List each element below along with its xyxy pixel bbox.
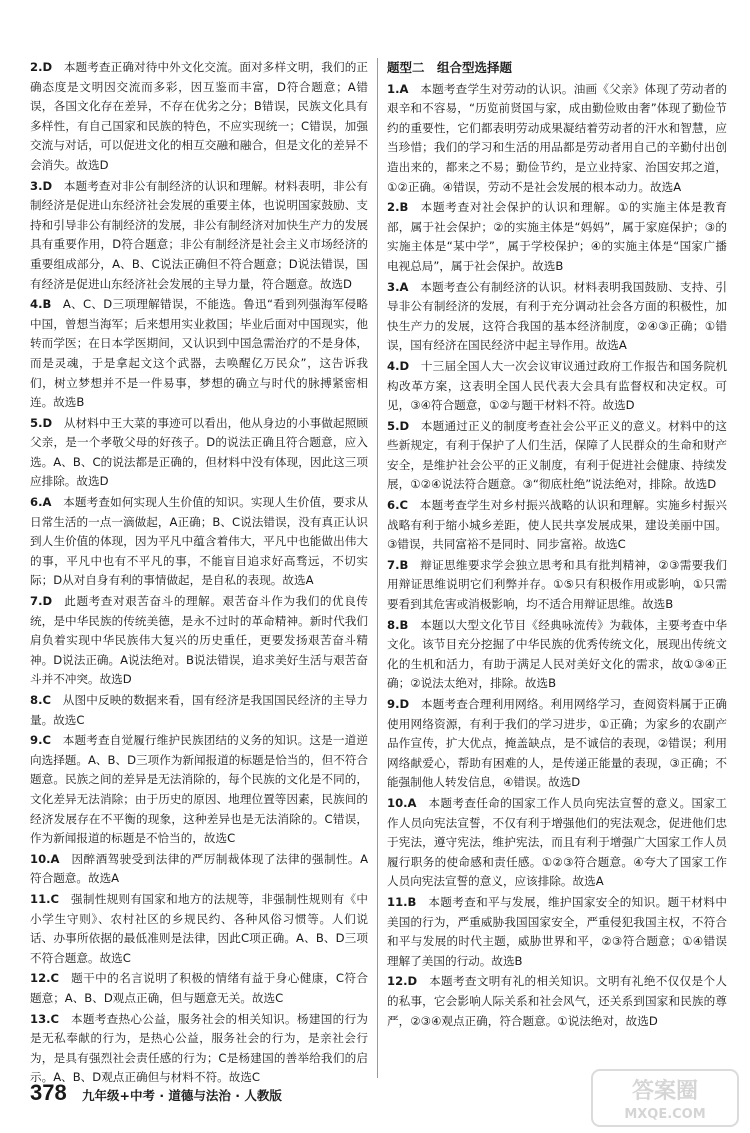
answer-entry	[387, 556, 727, 615]
answer-number: 12.C	[30, 971, 60, 986]
answer-entry	[30, 295, 368, 413]
answer-number: 13.C	[30, 1011, 60, 1026]
watermark-line2: MXQE.COM	[624, 1107, 706, 1122]
answer-number: 10.A	[387, 795, 417, 810]
answer-number: 11.C	[30, 891, 60, 906]
answer-number: 7.B	[387, 557, 409, 572]
answer-explanation: 本题考查任命的国家工作人员向宪法宣誓的意义。国家工作人员向宪法宣誓，不仅有利于增强他们的宪法观念，促进他们忠于宪法，遵守宪法，维护宪法，而且有利于增强广大国家工作人员履行职务的使命感和责任感。①②③符合题意。④夸大了国家工作人员向宪法宣誓的意义，应该排除。故选A	[387, 795, 727, 889]
answer-number: 3.D	[30, 178, 53, 193]
answer-number: 1.A	[387, 81, 409, 96]
section-title: 题型二 组合型选择题	[387, 60, 513, 75]
watermark-line1: 答案圈	[631, 1079, 699, 1104]
answer-explanation: 此题考查对艰苦奋斗的理解。艰苦奋斗作为我们的优良传统，是中华民族的传统美德，是永不过时的革命精神。新时代我们肩负着实现中华民族伟大复兴的历史重任，更要发扬艰苦奋斗精神。D说法正确。A说法绝对。B说法错误，追求美好生活与艰苦奋斗并不冲突。故选D	[30, 594, 368, 687]
right-column	[387, 58, 727, 1032]
answer-entry	[387, 794, 727, 892]
answer-explanation: 本题考查自觉履行维护民族团结的义务的知识。这是一道逆向选择题。A、B、D三项作为新闻报道的标题是恰当的，但不符合题意。民族之间的差异是无法消除的，每个民族的文化是不同的，文化差异无法消除；由于历史的原因、地理位置等因素，民族间的经济发展存在不平衡的现象，这种差异也是无法消除的。C错误，作为新闻报道的标题是不恰当的，故选C	[30, 733, 368, 846]
answer-explanation: 辩证思维要求学会独立思考和具有批判精神，②③需要我们用辩证思维说明它们利弊并存。①⑤只有积极作用或影响，①只需要看到其危害或消极影响，均不适合用辩证思维。故选B	[387, 557, 727, 612]
answer-number: 9.C	[30, 733, 51, 748]
answer-number: 10.A	[30, 851, 60, 866]
answer-explanation: 从材料中王大菜的事迹可以看出，他从身边的小事做起照顾父亲，是一个孝敬父母的好孩子。D的说法正确且符合题意，应入选。A、B、C的说法都是正确的，但材料中没有体现，因此这三项应排除。故选D	[30, 415, 368, 489]
answer-explanation: 因醉酒驾驶受到法律的严厉制裁体现了法律的强制性。A符合题意。故选A	[30, 851, 368, 886]
answer-explanation: 本题考查学生对乡村振兴战略的认识和理解。实施乡村振兴战略有利于缩小城乡差距，使人民共享发展成果，建设美丽中国。③错误，共同富裕不是同时、同步富裕。故选C	[387, 498, 727, 552]
answer-entry	[387, 80, 727, 198]
answer-number: 4.B	[30, 297, 52, 312]
answer-entry	[30, 592, 368, 690]
answer-entry	[387, 496, 727, 555]
answer-entry	[30, 177, 368, 295]
book-info: 九年级+中考 · 道德与法治 · 人教版	[82, 1088, 282, 1103]
answer-explanation: 十三届全国人大一次会议审议通过政府工作报告和国务院机构改革方案，这表明全国人民代表大会具有监督权和决定权。可见，③④符合题意，①②与题干材料不符。故选D	[387, 358, 727, 413]
column-divider	[377, 58, 378, 1078]
answer-entry	[387, 417, 727, 495]
site-watermark-logo	[590, 1068, 740, 1128]
answer-explanation: 本题考查学生对劳动的认识。油画《父亲》体现了劳动者的艰辛和不容易，“历览前贤国与家，成由勤俭败由奢”体现了勤俭节约的重要性，它们都表明劳动成果凝结着劳动者的汗水和智慧，应当珍惜；我们的学习和生活的用品都是劳动者用自己的辛勤付出创造出来的，都来之不易；勤俭节约，是立业持家、治国安邦之道，①②正确。④错误，劳动不是社会发展的根本动力。故选A	[387, 81, 727, 194]
answer-entry	[387, 616, 727, 694]
answer-explanation: 本题考查如何实现人生价值的知识。实现人生价值，要求从日常生活的一点一滴做起，A正确；B、C说法错误，没有真正认识到人生价值的体现，因为平凡中蕴含着伟大，平凡中也能做出伟大的事，平凡中也有不平凡的事，不能盲目追求好高骛远，不切实际；D从对自身有利的事情做起，是自私的表现。故选A	[30, 495, 368, 588]
answer-explanation: 本题通过正义的制度考查社会公平正义的意义。材料中的这些新规定，有利于保护了人们生活，保障了人民群众的生命和财产安全，是维护社会公平的正义制度，有利于促进社会健康、持续发展，①②④说法符合题意。③“彻底杜绝”说法绝对，排除。故选D	[387, 418, 727, 492]
answer-number: 12.D	[387, 974, 418, 989]
answer-explanation: 本题考查合理利用网络。利用网络学习，查阅资料属于正确使用网络资源，有利于我们的学习进步，①正确；为家乡的农副产品作宣传，扩大优点，掩盖缺点，是不诚信的表现，②错误；利用网络献爱心，帮助有困难的人，是传递正能量的表现，③正确；不能强制他人转发信息，④错误。故选D	[387, 697, 727, 790]
answer-explanation: 本题考查热心公益，服务社会的相关知识。杨建国的行为是无私奉献的行为，是热心公益，服务社会的行为，是亲社会行为，是具有强烈社会责任感的行为；C是杨建国的善举给我们的启示。A、B、D观点正确但与材料不符。故选C	[30, 1011, 368, 1085]
answer-entry	[387, 695, 727, 793]
answer-entry	[30, 890, 368, 968]
answer-entry	[387, 972, 727, 1031]
answer-number: 2.B	[387, 200, 409, 215]
answer-number: 5.D	[30, 415, 53, 430]
answer-explanation: 本题考查正确对待中外文化交流。面对多样文明，我们的正确态度是文明因交流而多彩，因互鉴而丰富，D符合题意；A错误，各国文化存在差异，不存在优劣之分；B错误，民族文化具有多样性，有自己国家和民族的特色，不应实现统一；C错误，加强交流与对话，可以促进文化的相互交融和融合，但是文化的差异不会消失。故选D	[30, 60, 368, 172]
answer-entry	[30, 850, 368, 889]
answer-number: 8.C	[30, 693, 51, 707]
answer-number: 11.B	[387, 894, 417, 909]
answer-explanation: 本题考查公有制经济的认识。材料表明我国鼓励、支持、引导非公有制经济的发展，有利于充分调动社会各方面的积极性，加快生产力的发展，这符合我国的基本经济制度，②④③正确；①错误，国有经济在国民经济中起主导作用。故选A	[387, 279, 727, 353]
page-number: 378	[30, 1080, 67, 1105]
answer-explanation: 本题考查文明有礼的相关知识。文明有礼绝不仅仅是个人的私事，它会影响人际关系和社会风气，还关系到国家和民族的尊严，②③④观点正确，符合题意。①说法绝对，故选D	[387, 974, 727, 1028]
answer-entry	[30, 1010, 368, 1088]
answer-entry	[387, 893, 727, 971]
answer-entry	[30, 493, 368, 591]
answer-entry	[30, 414, 368, 492]
answer-number: 7.D	[30, 594, 53, 609]
answer-explanation: 本题考查对非公有制经济的认识和理解。材料表明，非公有制经济是促进山东经济社会发展的重要主体，也说明国家鼓励、支持和引导非公有制经济的发展，非公有制经济对加快生产力的发展具有重要作用，D符合题意；非公有制经济是社会主义市场经济的重要组成部分，A、B、C说法正确但不符合题意；D说法错误，国有经济是促进山东经济社会发展的主导力量，符合题意。故选D	[30, 178, 368, 291]
answer-number: 5.D	[387, 418, 410, 433]
answer-entry	[387, 357, 727, 416]
answer-number: 3.A	[387, 279, 409, 294]
answer-explanation: 题干中的名言说明了积极的情绪有益于身心健康，C符合题意；A、B、D观点正确，但与题意无关。故选C	[30, 971, 368, 1005]
answer-number: 2.D	[30, 60, 53, 74]
answer-number: 8.B	[387, 617, 409, 632]
answer-entry	[387, 278, 727, 356]
answer-number: 4.D	[387, 358, 410, 373]
answer-entry	[387, 198, 727, 276]
answer-entry	[30, 731, 368, 849]
answer-entry	[30, 58, 368, 176]
answer-number: 6.A	[30, 495, 52, 510]
answer-explanation: 本题考查对社会保护的认识和理解。①的实施主体是教育部，属于社会保护；②的实施主体是“妈妈”，属于家庭保护；③的实施主体是“某中学”，属于学校保护；④的实施主体是“国家广播电视总局”，属于社会保护。故选B	[387, 200, 727, 273]
answer-number: 9.D	[387, 697, 410, 711]
answer-explanation: 本题以大型文化节目《经典咏流传》为载体，主要考查中华文化。该节目充分挖掘了中华民族的优秀传统文化，展现出传统文化的生机和活力，有助于满足人民对美好文化的需求，故①③④正确；②说法太绝对，排除。故选B	[387, 617, 727, 691]
answer-explanation: 强制性规则有国家和地方的法规等，非强制性规则有《中小学生守则》、农村社区的乡规民约、各种风俗习惯等。人们说话、办事所依据的最低准则是法律，因此C项正确。A、B、D三项不符合题意。故选C	[30, 891, 368, 965]
answer-entry	[30, 691, 368, 730]
answer-explanation: A、C、D三项理解错误，不能选。鲁迅“看到列强海军侵略中国，曾想当海军；后来想用实业救国；毕业后面对中国现实，他转而学医；在日本学医期间，又认识到中国急需治疗的不是身体，而是灵魂，于是拿起文这个武器，去唤醒亿万民众”，这告诉我们，树立梦想并不是一件易事，梦想的确立与时代的脉搏紧密相连。故选B	[30, 297, 368, 410]
answer-entry	[30, 969, 368, 1008]
answer-explanation: 从图中反映的数据来看，国有经济是我国国民经济的主导力量。故选C	[30, 693, 368, 727]
answer-explanation: 本题考查和平与发展，维护国家安全的知识。题干材料中美国的行为，严重威胁我国国家安全，严重侵犯我国主权，不符合和平与发展的时代主题，威胁世界和平，②③符合题意；①④错误理解了美国的行动。故选B	[387, 894, 727, 968]
left-column	[30, 58, 368, 1089]
answer-number: 6.C	[387, 498, 408, 513]
